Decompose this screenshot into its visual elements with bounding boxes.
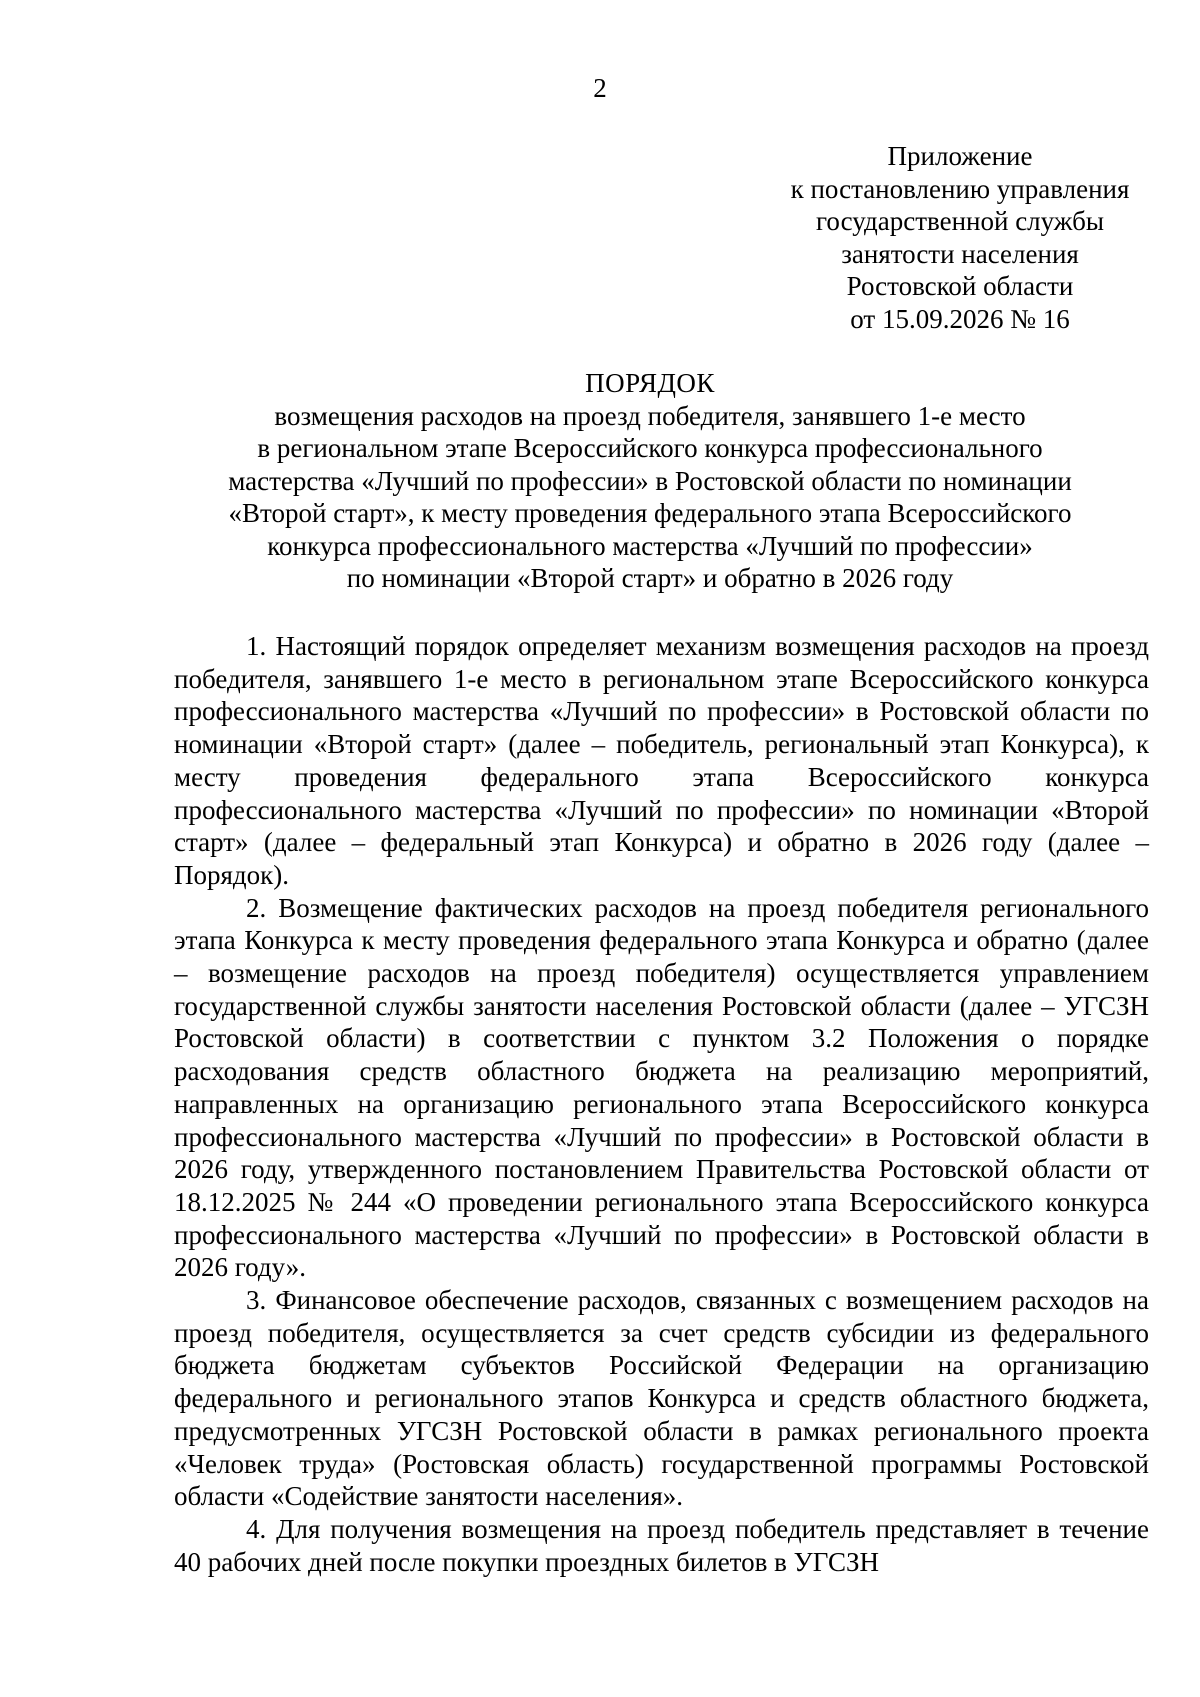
- paragraph-1: 1. Настоящий порядок определяет механизм возмещения расходов на проезд победителя, занявшего 1-е место в региональном этапе Всероссийского конкурса профессионального мастерства «Лучший по профессии» в Ростовской области по номинации «Второй старт» (далее – победитель, региональный этап Конкурса), к месту проведения федерального этапа Всероссийского конкурса профессионального мастерства «Лучший по профессии» по номинации «Второй старт» (далее – федеральный этап Конкурса) и обратно в 2026 году (далее – Порядок).: [174, 631, 1149, 890]
- appendix-line: от 15.09.2026 № 16: [850, 303, 1070, 334]
- appendix-line: Приложение: [887, 141, 1033, 171]
- appendix-line: Ростовской области: [846, 271, 1074, 301]
- title-line: «Второй старт», к месту проведения федерального этапа Всероссийского: [228, 498, 1072, 528]
- title-line: по номинации «Второй старт» и обратно в 2026 году: [346, 563, 954, 593]
- appendix-block: [790, 140, 1130, 335]
- page-number: 2: [593, 73, 607, 103]
- paragraph-4: 4. Для получения возмещения на проезд победитель представляет в течение 40 рабочих дней после покупки проездных билетов в УГСЗН: [174, 1513, 1149, 1577]
- appendix-line: государственной службы: [816, 206, 1104, 236]
- appendix-line: к постановлению управления: [790, 173, 1130, 204]
- title-line: возмещения расходов на проезд победителя, занявшего 1-е место: [274, 400, 1026, 431]
- paragraph-3: 3. Финансовое обеспечение расходов, связанных с возмещением расходов на проезд победителя, осуществляется за счет средств субсидии из федерального бюджета бюджетам субъектов Российской Федерации на организацию федерального и регионального этапов Конкурса и средств областного бюджета, предусмотренных УГСЗН Ростовской области в рамках регионального проекта «Человек труда» (Ростовская область) государственной программы Ростовской области «Содействие занятости населения».: [174, 1285, 1149, 1512]
- title-line: в региональном этапе Всероссийского конкурса профессионального: [257, 433, 1043, 463]
- appendix-line: занятости населения: [841, 238, 1079, 269]
- document-heading: ПОРЯДОК: [585, 368, 715, 398]
- paragraph-2: 2. Возмещение фактических расходов на проезд победителя регионального этапа Конкурса к месту проведения федерального этапа Конкурса и обратно (далее – возмещение расходов на проезд победителя) осуществляется управлением государственной службы занятости населения Ростовской области (далее – УГСЗН Ростовской области) в соответствии с пунктом 3.2 Положения о порядке расходования средств областного бюджета на реализацию мероприятий, направленных на организацию регионального этапа Всероссийского конкурса профессионального мастерства «Лучший по профессии» в Ростовской области в 2026 году, утвержденного постановлением Правительства Ростовской области от 18.12.2025 № 244 «О проведении регионального этапа Всероссийского конкурса профессионального мастерства «Лучший по профессии» в Ростовской области в 2026 году».: [174, 892, 1149, 1283]
- title-line: мастерства «Лучший по профессии» в Ростовской области по номинации: [228, 465, 1072, 496]
- title-line: конкурса профессионального мастерства «Лучший по профессии»: [267, 530, 1033, 561]
- document-body: [174, 630, 1149, 1578]
- document-title-block: [150, 367, 1150, 595]
